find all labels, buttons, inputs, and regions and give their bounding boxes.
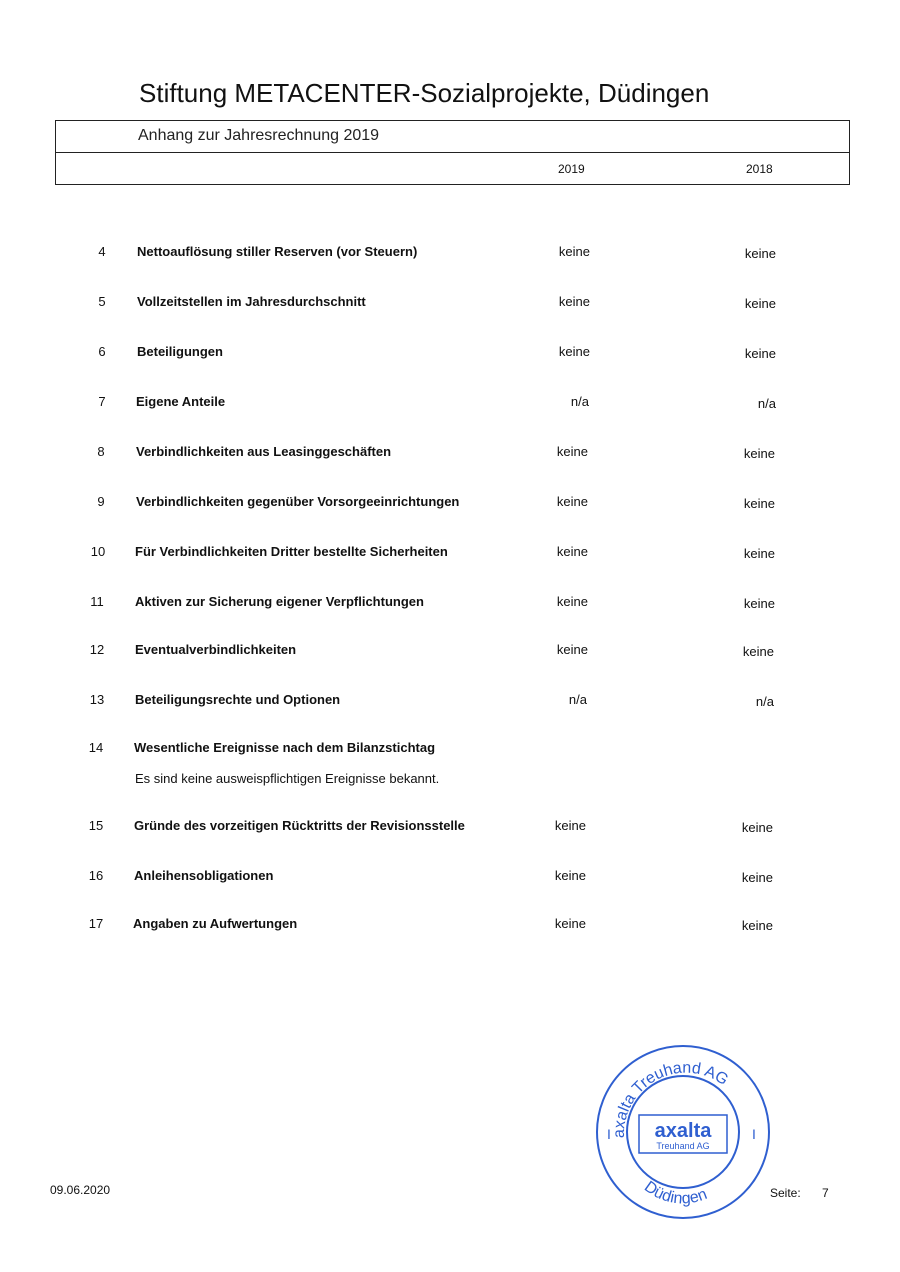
- value-2019: keine: [556, 642, 588, 657]
- note-label: Beteiligungen: [137, 344, 223, 359]
- note-number: 8: [97, 444, 105, 459]
- value-2019: keine: [556, 544, 588, 559]
- value-2019: n/a: [568, 692, 587, 707]
- value-2018: keine: [744, 346, 776, 361]
- note-number: 16: [88, 868, 104, 883]
- note-row: [0, 594, 900, 618]
- value-2018: keine: [743, 596, 775, 611]
- header-box: [55, 120, 850, 185]
- value-2019: n/a: [570, 394, 589, 409]
- note-number: 5: [98, 294, 106, 309]
- note-label: Aktiven zur Sicherung eigener Verpflichtungen: [135, 594, 424, 609]
- note-row: [0, 916, 900, 940]
- note-row: [0, 692, 900, 716]
- year-column-current: 2019: [558, 162, 585, 176]
- note-row: [0, 740, 900, 764]
- note-row: [0, 244, 900, 268]
- value-2018: keine: [741, 820, 773, 835]
- note-label: Verbindlichkeiten aus Leasinggeschäften: [136, 444, 392, 459]
- page-number: 7: [822, 1186, 829, 1200]
- note-row: [0, 642, 900, 666]
- company-stamp: [594, 1043, 772, 1221]
- value-2019: keine: [554, 916, 586, 931]
- value-2018: keine: [744, 246, 776, 261]
- note-row: [0, 394, 900, 418]
- value-2018: keine: [743, 546, 775, 561]
- document-subtitle: Anhang zur Jahresrechnung 2019: [138, 127, 380, 144]
- note-number: 9: [97, 494, 105, 509]
- note-row: [0, 444, 900, 468]
- note-number: 14: [88, 740, 104, 755]
- note-number: 17: [88, 916, 104, 931]
- note-row: [0, 344, 900, 368]
- value-2018: keine: [743, 446, 775, 461]
- note-row: [0, 544, 900, 568]
- value-2018: keine: [741, 870, 773, 885]
- page-label: Seite:: [770, 1186, 801, 1200]
- note-label: Eventualverbindlichkeiten: [135, 642, 297, 657]
- note-label: Verbindlichkeiten gegenüber Vorsorgeeinrichtungen: [136, 494, 460, 509]
- value-2019: keine: [558, 294, 590, 309]
- note-number: 4: [98, 244, 106, 259]
- note-label: Eigene Anteile: [136, 394, 226, 409]
- note-label: Für Verbindlichkeiten Dritter bestellte Sicherheiten: [135, 544, 448, 559]
- header-divider: [56, 152, 849, 153]
- note-row: [0, 494, 900, 518]
- value-2019: keine: [556, 444, 588, 459]
- note-label: Wesentliche Ereignisse nach dem Bilanzstichtag: [134, 740, 436, 755]
- note-number: 15: [88, 818, 104, 833]
- note-label: Angaben zu Aufwertungen: [133, 916, 298, 931]
- year-column-previous: 2018: [746, 162, 773, 176]
- stamp-top-text: axalta Treuhand AG: [610, 1059, 732, 1139]
- stamp-logo-text: axalta: [654, 1120, 712, 1142]
- note-text-14: Es sind keine ausweispflichtigen Ereignisse bekannt.: [135, 771, 440, 786]
- stamp-left-mark: I: [607, 1126, 611, 1142]
- value-2018: keine: [744, 296, 776, 311]
- note-label: Beteiligungsrechte und Optionen: [135, 692, 341, 707]
- value-2019: keine: [554, 868, 586, 883]
- value-2018: keine: [742, 644, 774, 659]
- value-2018: keine: [743, 496, 775, 511]
- document-date: 09.06.2020: [50, 1183, 111, 1197]
- note-label: Vollzeitstellen im Jahresdurchschnitt: [137, 294, 366, 309]
- value-2019: keine: [558, 344, 590, 359]
- stamp-bottom-text: Düdingen: [641, 1178, 710, 1208]
- value-2018: n/a: [755, 694, 774, 709]
- value-2019: keine: [556, 594, 588, 609]
- note-row: [0, 868, 900, 892]
- note-number: 7: [98, 394, 106, 409]
- note-row: [0, 818, 900, 842]
- value-2019: keine: [558, 244, 590, 259]
- document-title: Stiftung METACENTER-Sozialprojekte, Düdingen: [139, 78, 710, 108]
- note-number: 10: [90, 544, 106, 559]
- stamp-right-mark: I: [752, 1126, 756, 1142]
- note-label: Gründe des vorzeitigen Rücktritts der Revisionsstelle: [134, 818, 465, 833]
- note-number: 6: [98, 344, 106, 359]
- value-2019: keine: [556, 494, 588, 509]
- stamp-logo-sub: Treuhand AG: [656, 1141, 710, 1151]
- value-2019: keine: [554, 818, 586, 833]
- value-2018: n/a: [757, 396, 776, 411]
- note-label: Nettoauflösung stiller Reserven (vor Steuern): [137, 244, 418, 259]
- note-label: Anleihensobligationen: [134, 868, 274, 883]
- note-number: 13: [89, 692, 105, 707]
- value-2018: keine: [741, 918, 773, 933]
- note-row: [0, 294, 900, 318]
- note-number: 11: [90, 594, 104, 609]
- note-number: 12: [89, 642, 105, 657]
